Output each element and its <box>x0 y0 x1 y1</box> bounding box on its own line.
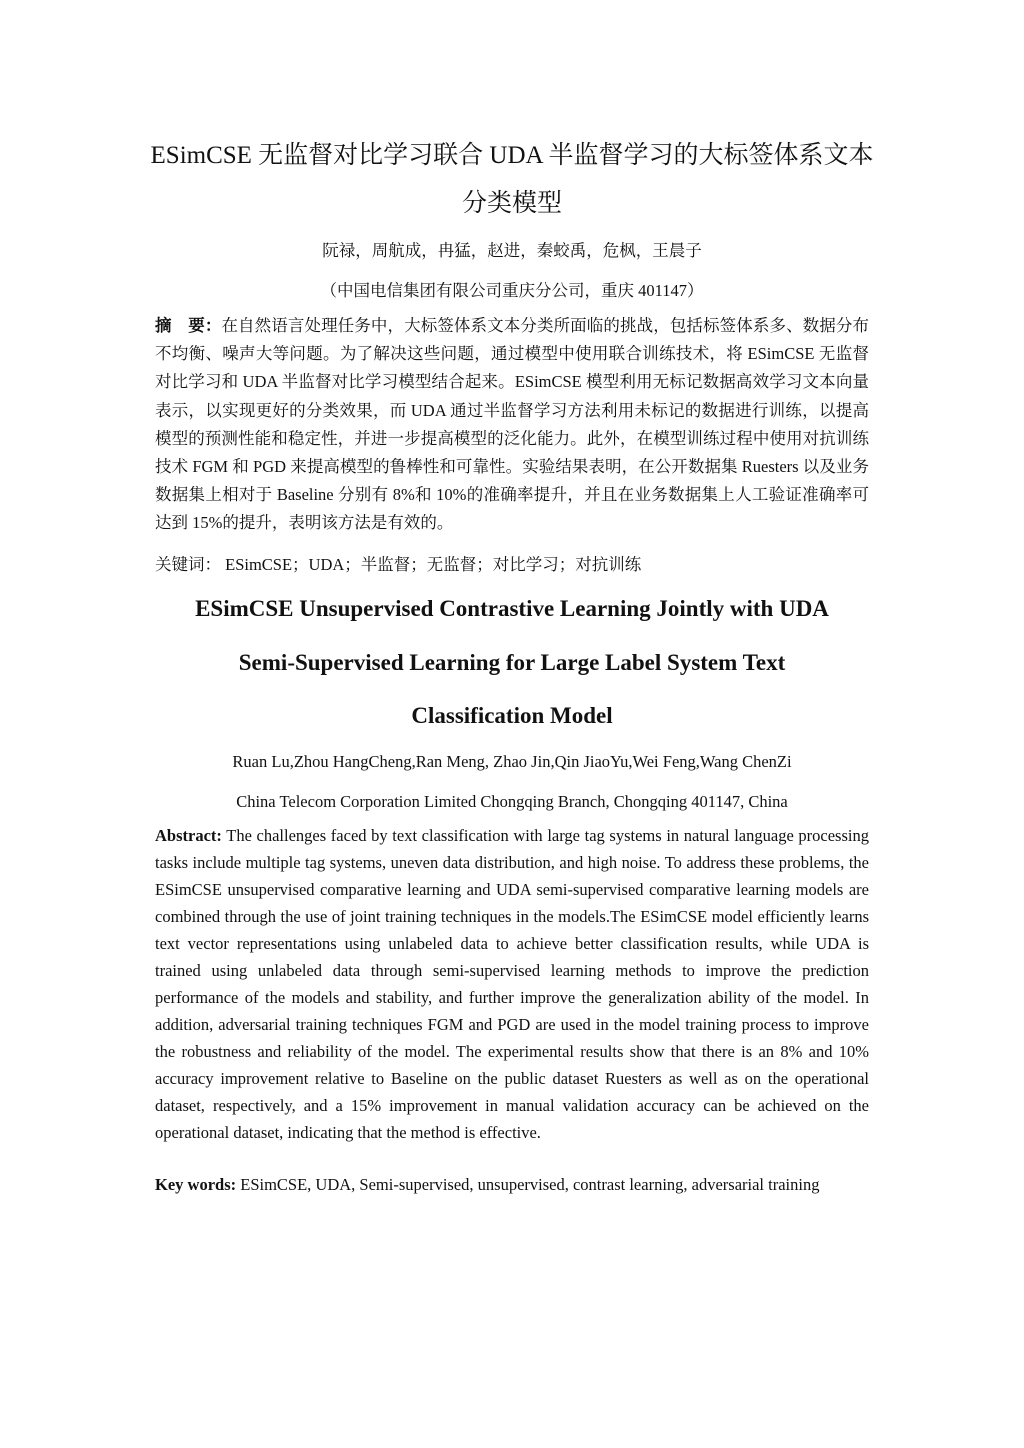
chinese-title-line-1: ESimCSE 无监督对比学习联合 UDA 半监督学习的大标签体系文本 <box>150 142 874 169</box>
chinese-title-line-2: 分类模型 <box>461 190 562 217</box>
english-affiliation: China Telecom Corporation Limited Chongqing Branch, Chongqing 401147, China <box>236 792 788 811</box>
english-abstract <box>155 822 869 1146</box>
english-title <box>80 582 944 743</box>
english-keywords-text: ESimCSE, UDA, Semi-supervised, unsupervised, contrast learning, adversarial training <box>236 1175 820 1194</box>
chinese-authors: 阮禄，周航成，冉猛，赵进，秦蛟禹，危枫，王晨子 <box>322 241 702 260</box>
english-authors: Ruan Lu,Zhou HangCheng,Ran Meng, Zhao Jin,Qin JiaoYu,Wei Feng,Wang ChenZi <box>232 752 792 771</box>
chinese-title <box>80 132 944 228</box>
english-keywords-label: Key words: <box>155 1175 237 1194</box>
english-title-line-2: Semi-Supervised Learning for Large Label System Text <box>238 649 786 675</box>
chinese-keywords-text: ESimCSE；UDA；半监督；无监督；对比学习；对抗训练 <box>221 555 642 574</box>
english-title-line-1: ESimCSE Unsupervised Contrastive Learning Jointly with UDA <box>195 596 829 621</box>
chinese-abstract-label: 摘 要： <box>155 316 222 335</box>
english-title-line-3: Classification Model <box>411 703 613 728</box>
chinese-keywords-label: 关键词： <box>155 555 221 574</box>
chinese-abstract-text: 在自然语言处理任务中，大标签体系文本分类所面临的挑战，包括标签体系多、数据分布不均衡、噪声大等问题。为了解决这些问题，通过模型中使用联合训练技术，将 ESimCSE 无监督对比学习和 UDA 半监督对比学习模型结合起来。ESimCSE 模型利用无标记数据高效学习文本向量表示，以实现更好的分类效果，而 UDA 通过半监督学习方法利用未标记的数据进行训练，以提高模型的预测性能和稳定性，并进一步提高模型的泛化能力。此外，在模型训练过程中使用对抗训练技术 FGM 和 PGD 来提高模型的鲁棒性和可靠性。实验结果表明，在公开数据集 Ruesters 以及业务数据集上相对于 Baseline 分别有 8%和 10%的准确率提升，并且在业务数据集上人工验证准确率可达到 15%的提升，表明该方法是有效的。 <box>155 316 870 533</box>
english-keywords <box>155 1171 869 1198</box>
chinese-keywords <box>155 551 869 579</box>
chinese-abstract <box>155 312 869 538</box>
english-abstract-label: Abstract: <box>155 826 222 845</box>
english-abstract-text: The challenges faced by text classification with large tag systems in natural language processing tasks include multiple tag systems, uneven data distribution, and high noise. To address these problems, the ESimCSE unsupervised comparative learning and UDA semi-supervised comparative learning models are combined through the use of joint training techniques in the models.The ESimCSE model efficiently learns text vector representations using unlabeled data to achieve better classification results, while UDA is trained using unlabeled data through semi-supervised learning methods to improve the prediction performance of the models and stability, and further improve the generalization ability of the model. In addition, adversarial training techniques FGM and PGD are used in the model training process to improve the robustness and reliability of the model. The experimental results show that there is an 8% and 10% accuracy improvement relative to Baseline on the public dataset Ruesters as well as on the operational dataset, respectively, and a 15% improvement in manual validation accuracy can be achieved on the operational dataset, indicating that the method is effective. <box>155 826 869 1142</box>
chinese-affiliation: （中国电信集团有限公司重庆分公司，重庆 401147） <box>320 281 704 300</box>
